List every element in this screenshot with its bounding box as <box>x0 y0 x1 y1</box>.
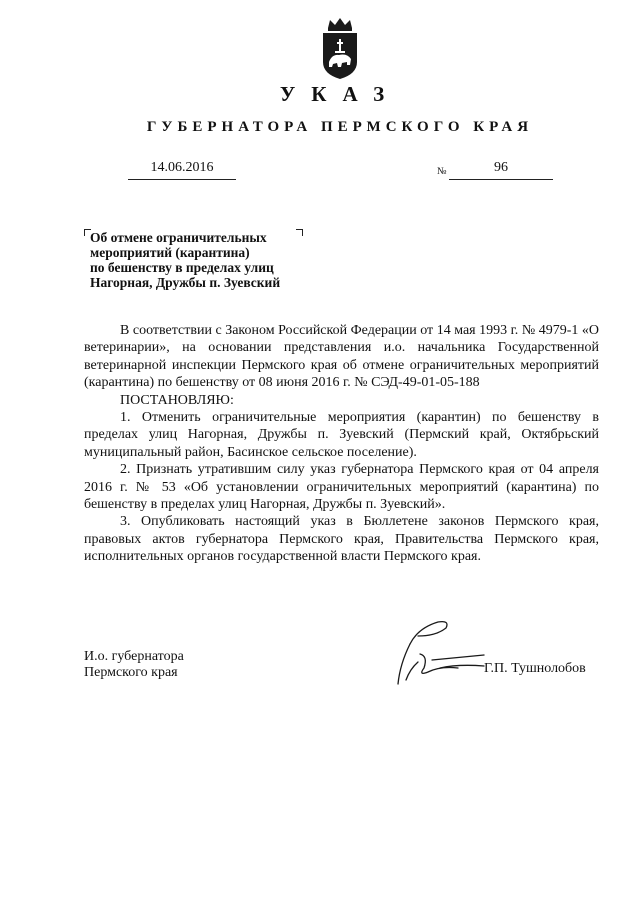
decree-item: 1. Отменить ограничительные мероприятия (карантин) по бешенству в пределах улиц Нагорная, Дружбы п. Зуевский (Пермский край, Октябрьский муниципальный район, Басинское сельское поселение). <box>84 410 599 460</box>
document-subject <box>90 230 320 290</box>
coat-of-arms-icon <box>320 18 360 80</box>
position-line: И.о. губернатора <box>84 649 184 664</box>
decree-item: 2. Признать утратившим силу указ губернатора Пермского края от 04 апреля 2016 г. № 53 «Об установлении ограничительных мероприятий (карантина) по бешенству в пределах улиц Нагорная, Дружбы п. Зуевский». <box>84 462 599 513</box>
position-line: Пермского края <box>84 665 178 680</box>
document-date: 14.06.2016 <box>128 160 236 180</box>
document-body <box>84 322 599 566</box>
subject-line: Об отмене ограничительных <box>90 230 267 245</box>
number-label: № <box>437 166 447 177</box>
subject-line: мероприятий (карантина) <box>90 245 250 260</box>
signatory-name: Г.П. Тушнолобов <box>484 661 586 676</box>
decree-word: ПОСТАНОВЛЯЮ: <box>120 392 234 408</box>
issuer-title: ГУБЕРНАТОРА ПЕРМСКОГО КРАЯ <box>146 119 534 135</box>
document-type-title: УКАЗ <box>279 82 401 106</box>
signatory-position <box>84 649 184 681</box>
subject-line: Нагорная, Дружбы п. Зуевский <box>90 275 281 290</box>
preamble-paragraph: В соответствии с Законом Российской Федерации от 14 мая 1993 г. № 4979-1 «О ветеринарии», на основании представления и.о. начальника Государственной ветеринарной инспекции Пермского края об отмене ограничительных мероприятий (карантина) по бешенству от 08 июня 2016 г. № СЭД-49-01-05-188 <box>84 323 599 391</box>
handwritten-signature <box>388 614 488 694</box>
document-number: 96 <box>449 160 553 180</box>
subject-line: по бешенству в пределах улиц <box>90 260 274 275</box>
decree-item: 3. Опубликовать настоящий указ в Бюллетене законов Пермского края, правовых актов губернатора Пермского края, Правительства Пермского края, исполнительных органов государственной власти Пермского края. <box>84 514 599 565</box>
